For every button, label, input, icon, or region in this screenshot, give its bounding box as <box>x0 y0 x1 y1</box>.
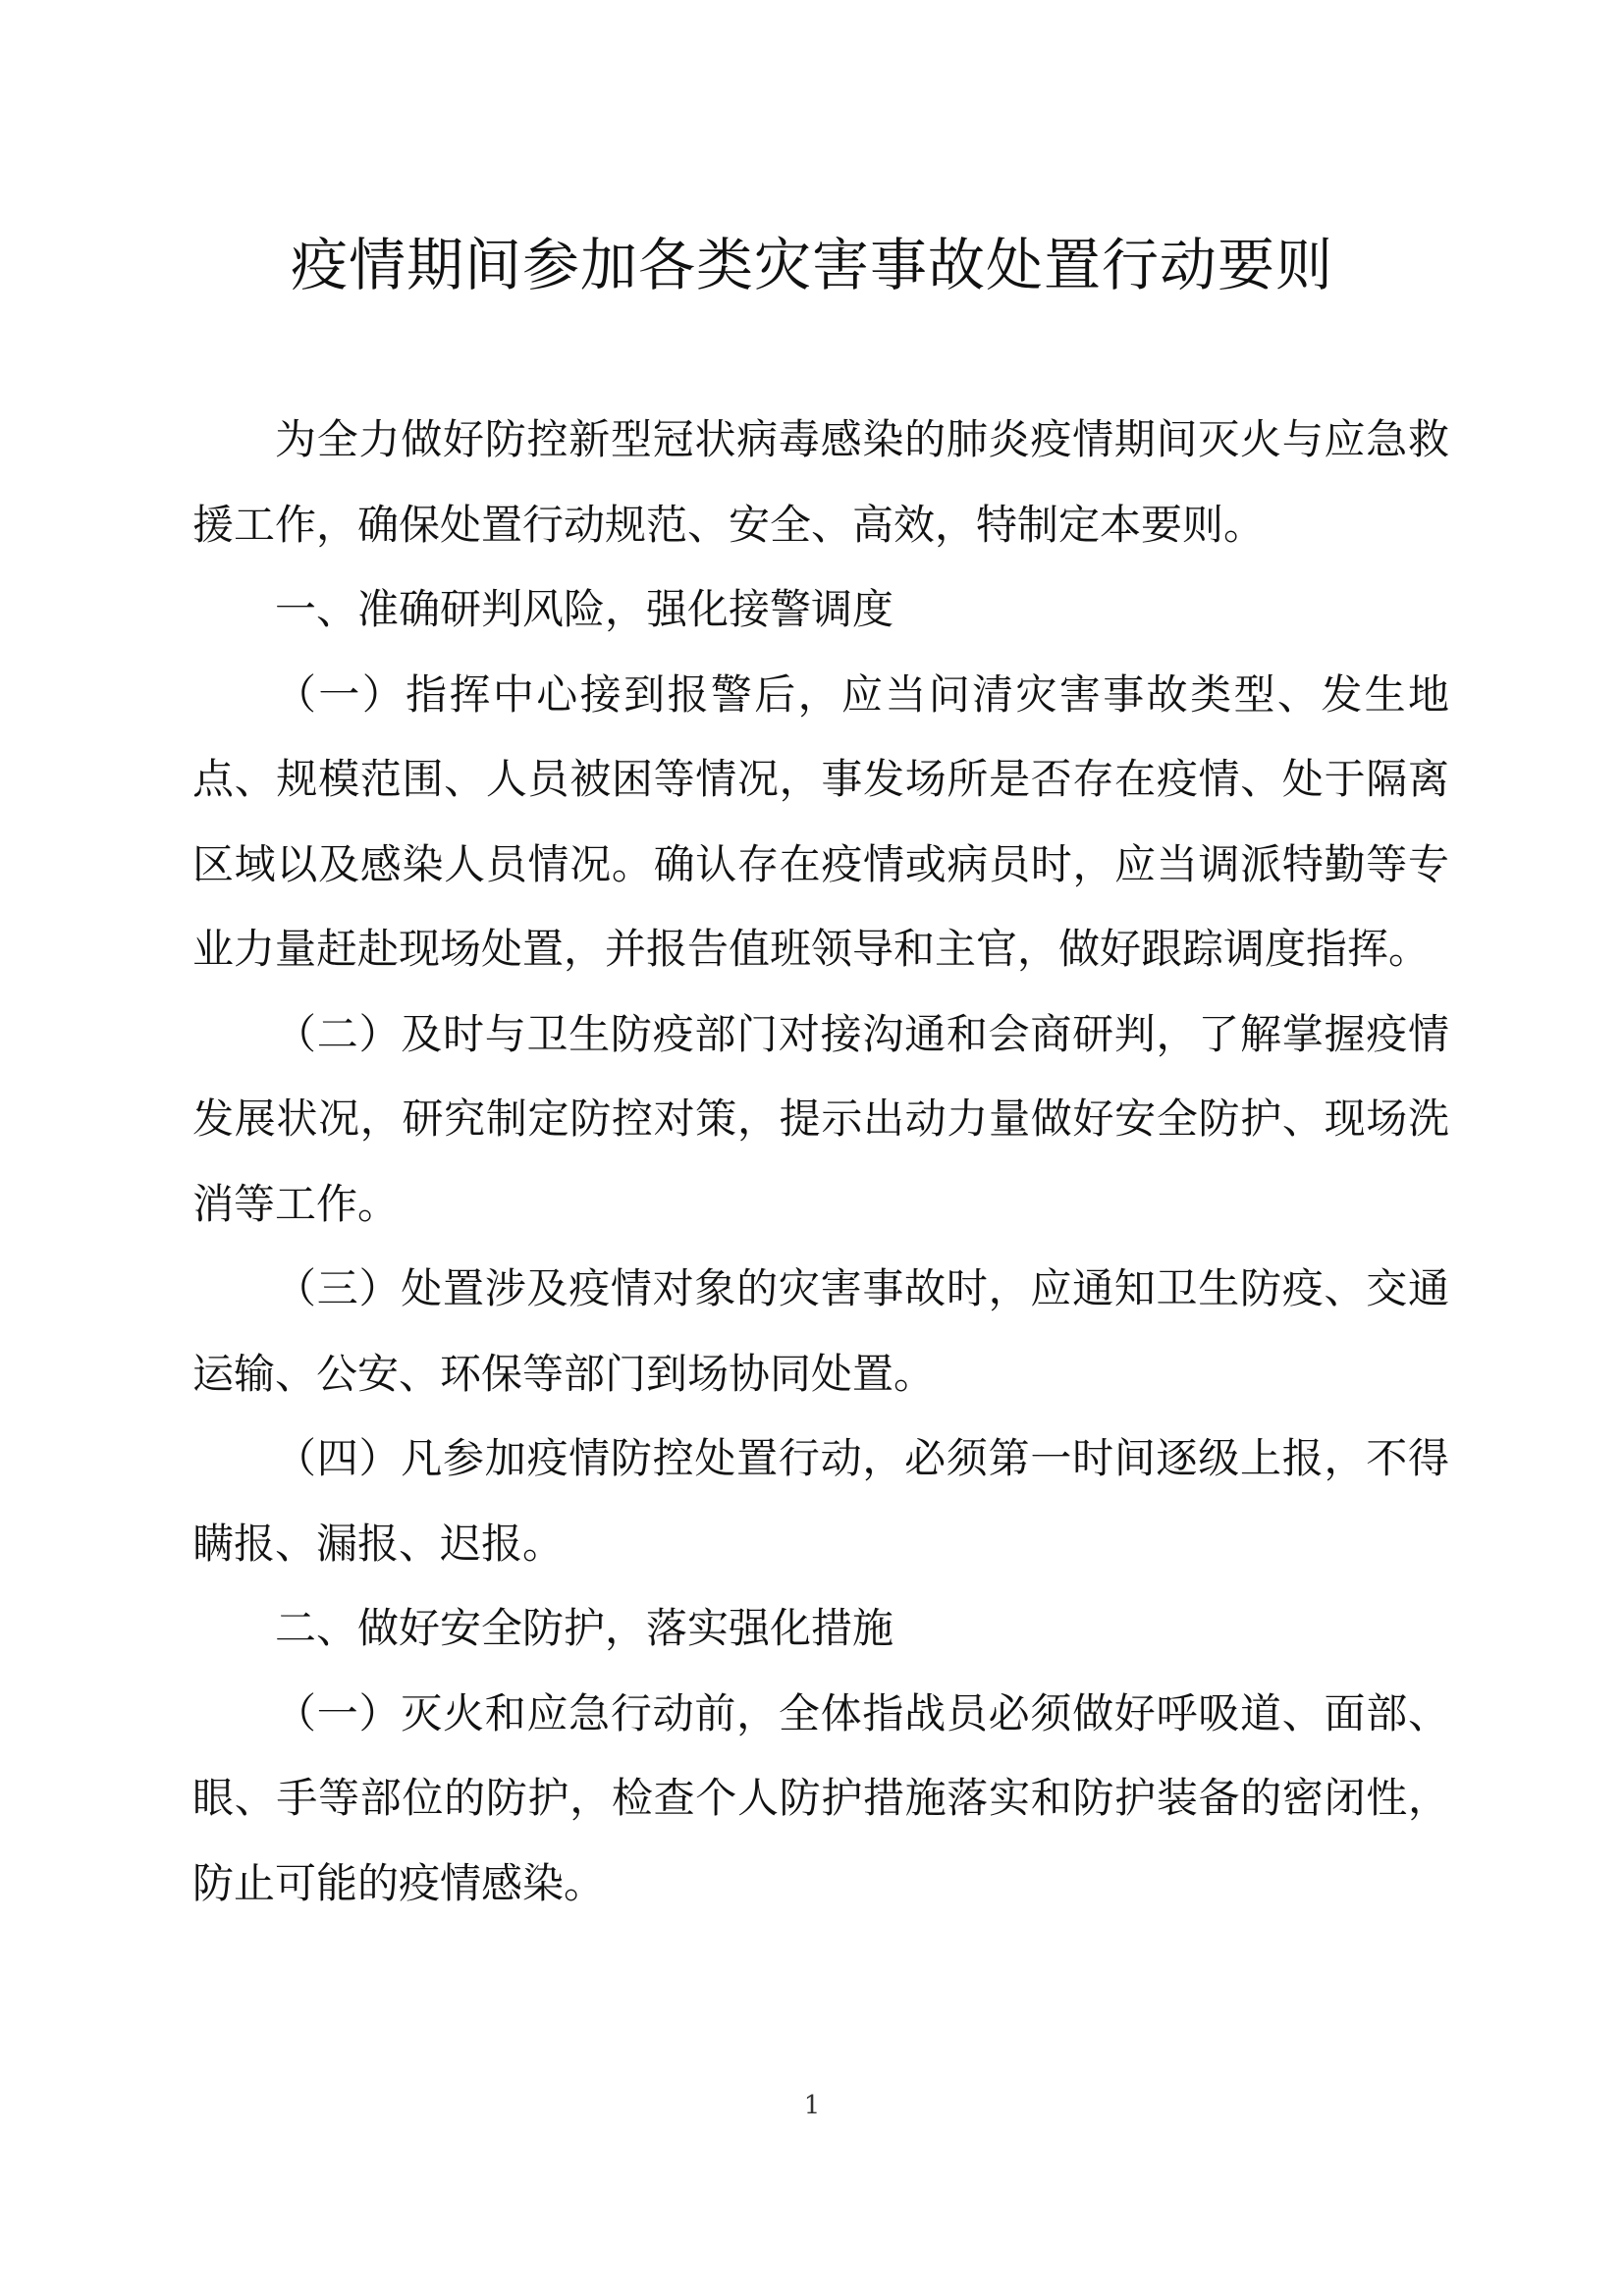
document-body <box>192 398 1449 1926</box>
section-2-item-1: （一）灭火和应急行动前，全体指战员必须做好呼吸道、面部、眼、手等部位的防护，检查个人防护措施落实和防护装备的密闭性，防止可能的疫情感染。 <box>192 1688 1449 1907</box>
section-1-item-3: （三）处置涉及疫情对象的灾害事故时，应通知卫生防疫、交通运输、公安、环保等部门到场协同处置。 <box>192 1264 1449 1398</box>
intro-paragraph: 为全力做好防控新型冠状病毒感染的肺炎疫情期间灭火与应急救援工作，确保处置行动规范、安全、高效，特制定本要则。 <box>192 415 1449 549</box>
section-1-item-1: （一）指挥中心接到报警后，应当问清灾害事故类型、发生地点、规模范围、人员被困等情况，事发场所是否存在疫情、处于隔离区域以及感染人员情况。确认存在疫情或病员时，应当调派特勤等专业力量赶赴现场处置，并报告值班领导和主官，做好跟踪调度指挥。 <box>192 669 1449 973</box>
section-1-item-4: （四）凡参加疫情防控处置行动，必须第一时间逐级上报，不得瞒报、漏报、迟报。 <box>192 1434 1449 1568</box>
section-heading-1: 一、准确研判风险，强化接警调度 <box>275 585 894 633</box>
document-title: 疫情期间参加各类灾害事故处置行动要则 <box>290 232 1333 298</box>
page-number: 1 <box>803 2091 821 2120</box>
section-heading-2: 二、做好安全防护，落实强化措施 <box>275 1604 894 1652</box>
section-1-item-2: （二）及时与卫生防疫部门对接沟通和会商研判，了解掌握疫情发展状况，研究制定防控对策，提示出动力量做好安全防护、现场洗消等工作。 <box>192 1009 1449 1228</box>
